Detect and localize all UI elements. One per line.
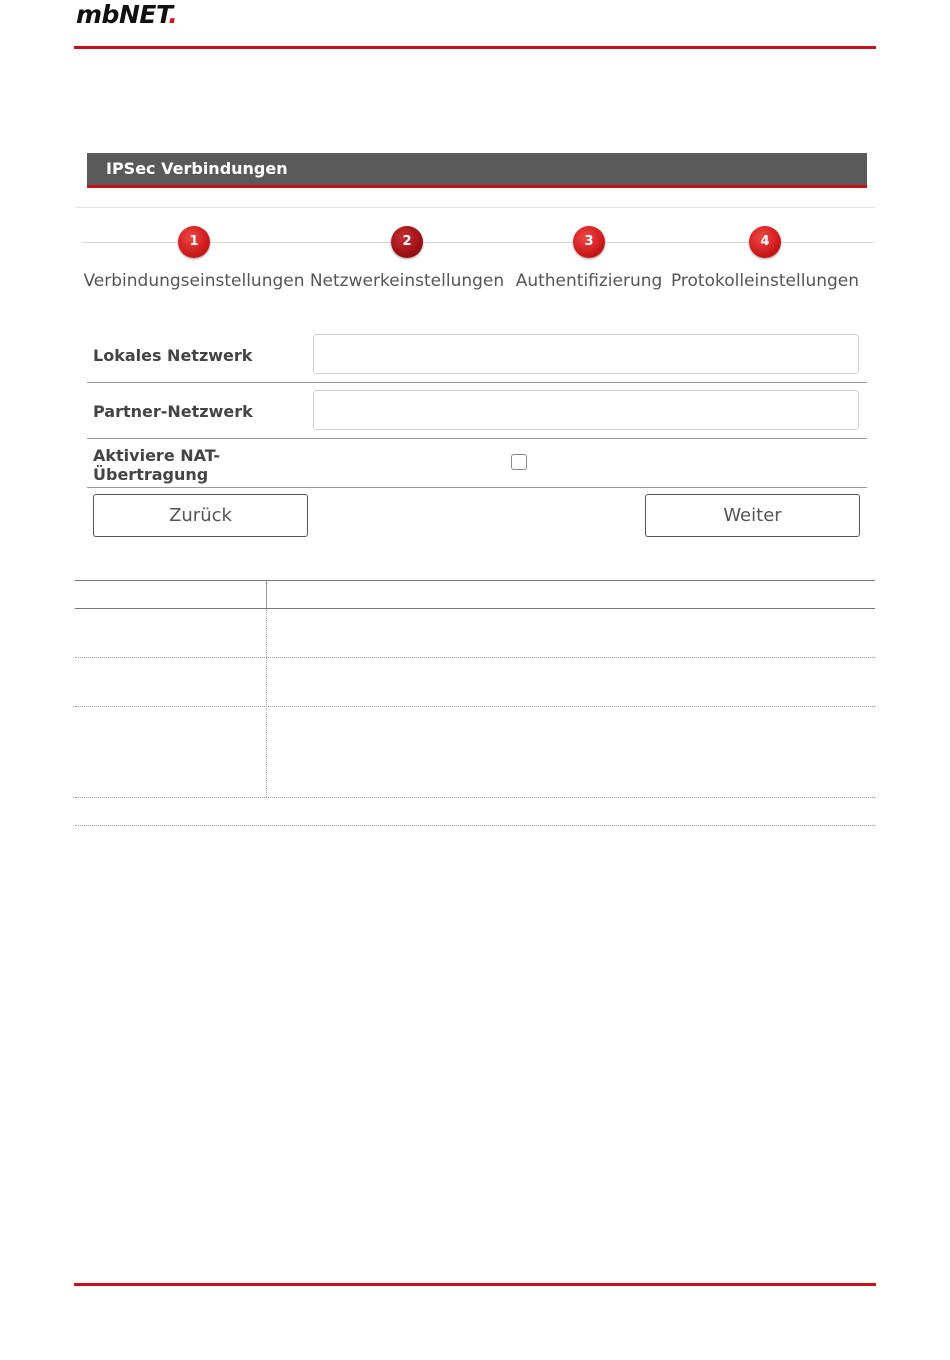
step-1-indicator[interactable]: 1 [178, 226, 210, 258]
nat-traversal-label-line1: Aktiviere NAT- [93, 446, 220, 465]
nat-traversal-label [93, 446, 220, 484]
step-4-indicator[interactable]: 4 [749, 226, 781, 258]
footer-divider [74, 1283, 876, 1286]
table-header-border [75, 608, 875, 609]
brand-logo [76, 0, 177, 29]
brand-dot: . [168, 0, 178, 29]
step-1-label[interactable]: Verbindungseinstellungen [83, 271, 305, 291]
panel-title: IPSec Verbindungen [106, 159, 288, 178]
row-divider [87, 487, 867, 488]
section-divider [75, 207, 875, 208]
row-divider [87, 438, 867, 439]
table-column-divider [266, 581, 267, 608]
nat-traversal-label-line2: Übertragung [93, 465, 209, 484]
row-divider [87, 382, 867, 383]
step-4-label[interactable]: Protokolleinstellungen [670, 271, 860, 291]
brand-name: mbNET [76, 0, 169, 29]
table-column-divider [266, 609, 267, 797]
nat-traversal-checkbox[interactable] [511, 454, 527, 470]
local-network-input[interactable] [313, 334, 859, 374]
step-3-indicator[interactable]: 3 [573, 226, 605, 258]
partner-network-label: Partner-Netzwerk [93, 402, 253, 421]
partner-network-input[interactable] [313, 390, 859, 430]
local-network-label: Lokales Netzwerk [93, 346, 253, 365]
panel-header [87, 153, 867, 188]
next-button[interactable]: Weiter [645, 494, 860, 537]
table-row-divider [75, 706, 875, 707]
table-bottom-border [75, 825, 875, 826]
table-row-divider [75, 657, 875, 658]
header-divider [74, 46, 876, 49]
table-row-divider [75, 797, 875, 798]
step-2-label[interactable]: Netzwerkeinstellungen [309, 271, 505, 291]
step-3-label[interactable]: Authentifizierung [515, 271, 663, 291]
back-button[interactable]: Zurück [93, 494, 308, 537]
step-2-indicator[interactable]: 2 [391, 226, 423, 258]
table-top-border [75, 580, 875, 581]
